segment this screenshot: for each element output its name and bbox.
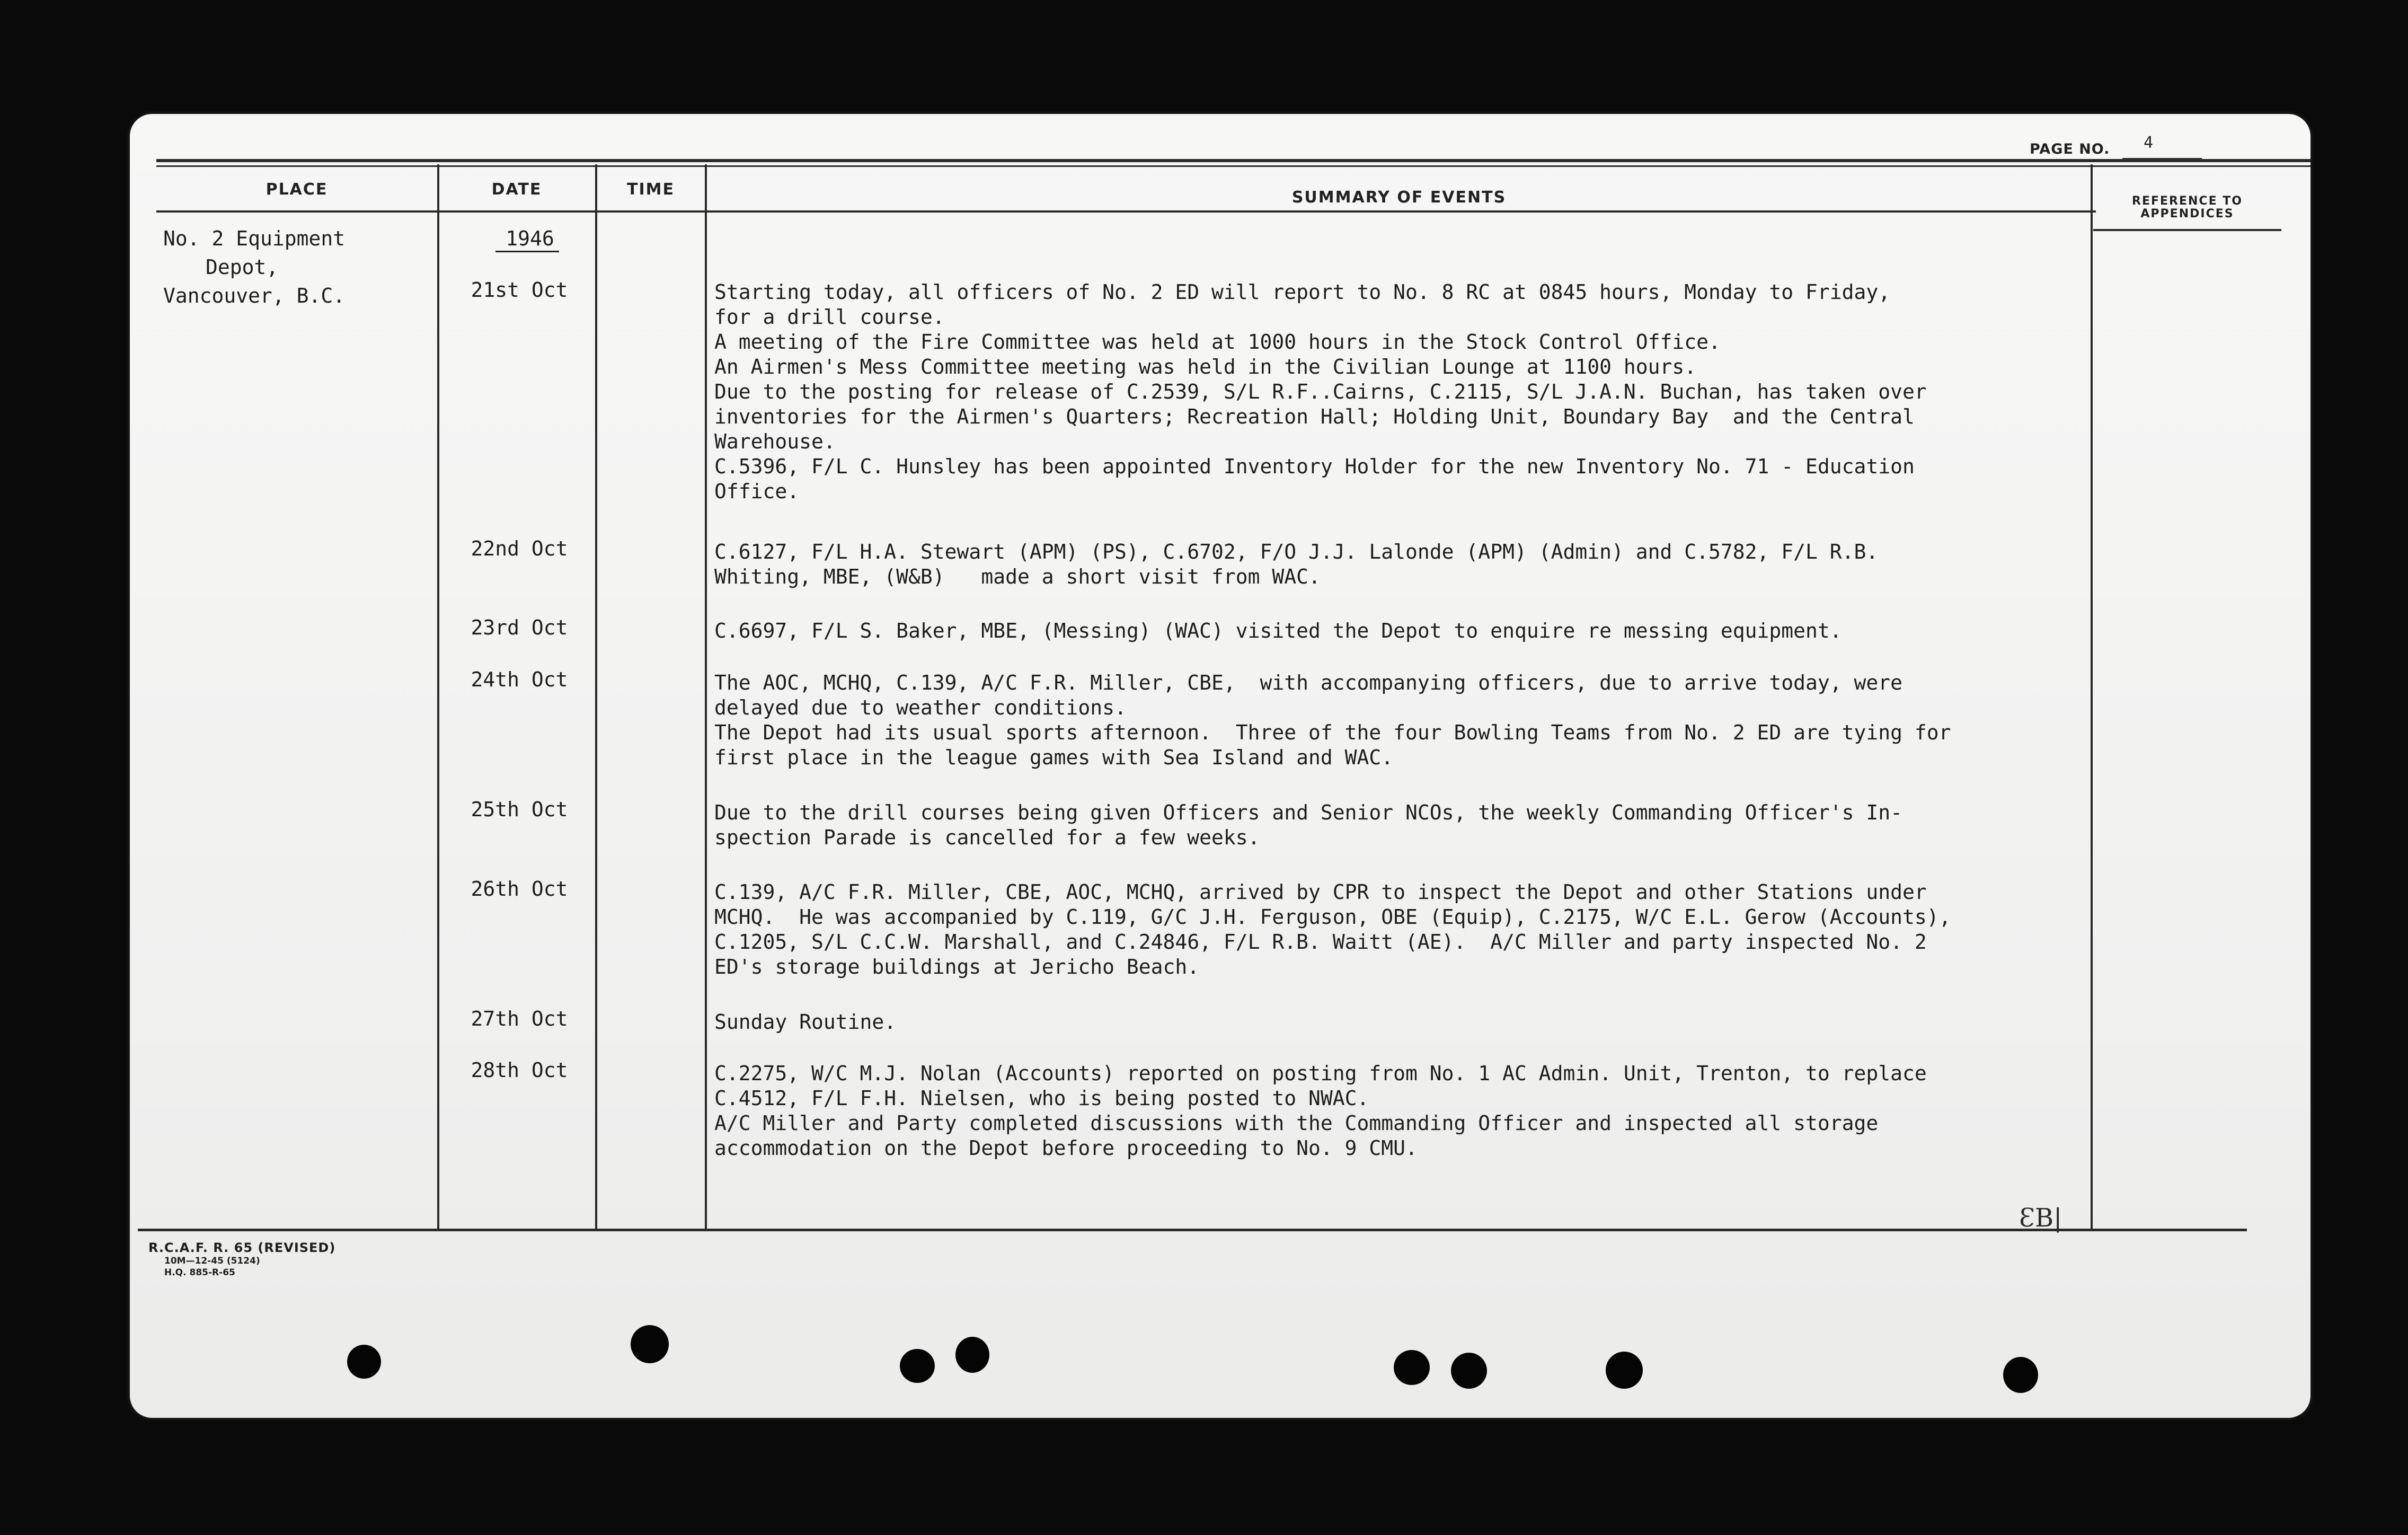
- entry-date: 23rd Oct: [471, 616, 568, 639]
- punch-hole: [1394, 1350, 1430, 1385]
- entry-summary: Sunday Routine.: [714, 1010, 897, 1034]
- entry-summary: Due to the drill courses being given Officers and Senior NCOs, the weekly Commanding Officer's In- spection Parade is cancelled for a few weeks.: [714, 801, 1903, 849]
- top-rule-thick: [156, 159, 2310, 162]
- year-underline: [495, 251, 559, 252]
- bottom-rule: [138, 1229, 2247, 1231]
- punch-hole: [955, 1337, 989, 1373]
- col-header-place: PLACE: [265, 180, 328, 199]
- reference-label-line2: APPENDICES: [2140, 207, 2234, 220]
- entry-date: 21st Oct: [471, 278, 568, 302]
- punch-hole: [1451, 1353, 1487, 1389]
- entry-date: 28th Oct: [471, 1058, 568, 1082]
- handwritten-initials: ƐB|: [2019, 1203, 2062, 1233]
- punch-hole: [2003, 1357, 2038, 1393]
- header-bottom-rule: [156, 210, 2096, 213]
- entry-date: 24th Oct: [471, 668, 568, 691]
- entry-summary: C.6127, F/L H.A. Stewart (APM) (PS), C.6702, F/O J.J. Lalonde (APM) (Admin) and C.5782, F/L R.B. Whiting, MBE, (W&B) made a short visit from WAC.: [714, 540, 1879, 588]
- divider-time-summary: [705, 164, 707, 1230]
- form-hq-code: H.Q. 885-R-65: [164, 1267, 235, 1278]
- form-number: R.C.A.F. R. 65 (REVISED): [148, 1240, 336, 1255]
- punch-hole: [631, 1325, 669, 1363]
- place-cell: [163, 224, 439, 310]
- divider-summary-reference: [2091, 164, 2093, 1230]
- col-header-reference: [2093, 195, 2281, 220]
- entry-date: 27th Oct: [471, 1007, 568, 1030]
- form-print-code: 10M—12-45 (5124): [164, 1256, 260, 1266]
- divider-date-time: [595, 164, 597, 1230]
- place-line-2: Depot,: [206, 255, 279, 279]
- place-line-3: Vancouver, B.C.: [163, 284, 346, 307]
- col-header-time: TIME: [627, 180, 675, 199]
- punch-hole: [1606, 1352, 1643, 1389]
- punch-hole: [347, 1345, 381, 1379]
- page-number-value: 4: [2144, 134, 2154, 152]
- entry-summary: C.6697, F/L S. Baker, MBE, (Messing) (WAC) visited the Depot to enquire re messing equipment.: [714, 619, 1842, 642]
- entry-summary: C.139, A/C F.R. Miller, CBE, AOC, MCHQ, arrived by CPR to inspect the Depot and other Stations under MCHQ. He was accompanied by C.119, G/C J.H. Ferguson, OBE (Equip), C.2175, W/C E.L. Gerow (Accounts), C.1205, S/L C.C.W. Marshall, and C.24846, F/L R.B. Waitt (AE). A/C Miller and party inspected No. 2 ED's storage buildings at Jericho Beach.: [714, 880, 1951, 978]
- entry-summary: Starting today, all officers of No. 2 ED will report to No. 8 RC at 0845 hours, Monday to Friday, for a drill course. A meeting of the Fire Committee was held at 1000 hours in the Stock Control Office. An Airmen's Mess Committee meeting was held in the Civilian Lounge at 1100 hours. Due to the posting for release of C.2539, S/L R.F..Cairns, C.2115, S/L J.A.N. Buchan, has taken over inventories for the Airmen's Quarters; Recreation Hall; Holding Unit, Boundary Bay and the Central Warehouse. C.5396, F/L C. Hunsley has been appointed Inventory Holder for the new Inventory No. 71 - Education Office.: [714, 280, 1927, 503]
- punch-hole: [900, 1349, 935, 1383]
- year-heading: 1946: [506, 227, 554, 250]
- top-rule-thin: [156, 165, 2310, 167]
- entry-date: 25th Oct: [471, 798, 568, 821]
- reference-header-rule: [2093, 229, 2281, 231]
- reference-label-line1: REFERENCE TO: [2132, 195, 2243, 208]
- entry-date: 22nd Oct: [471, 537, 568, 560]
- page-number-label: PAGE NO.: [2030, 141, 2110, 157]
- entry-summary: C.2275, W/C M.J. Nolan (Accounts) reported on posting from No. 1 AC Admin. Unit, Trenton, to replace C.4512, F/L F.H. Nielsen, who is being posted to NWAC. A/C Miller and Party completed discussions with the Commanding Officer and inspected all storage accommodation on the Depot before proceeding to No. 9 CMU.: [714, 1062, 1927, 1160]
- page-number-underline: [2122, 158, 2202, 160]
- form-footer: [148, 1240, 335, 1278]
- divider-place-date: [437, 164, 439, 1230]
- place-line-1: No. 2 Equipment: [163, 227, 346, 250]
- col-header-summary: SUMMARY OF EVENTS: [1291, 188, 1507, 207]
- col-header-date: DATE: [491, 180, 542, 199]
- entry-summary: The AOC, MCHQ, C.139, A/C F.R. Miller, CBE, with accompanying officers, due to arrive today, were delayed due to weather conditions. The Depot had its usual sports afternoon. Three of the four Bowling Teams from No. 2 ED are tying for first place in the league games with Sea Island and WAC.: [714, 671, 1951, 769]
- entry-date: 26th Oct: [471, 877, 568, 901]
